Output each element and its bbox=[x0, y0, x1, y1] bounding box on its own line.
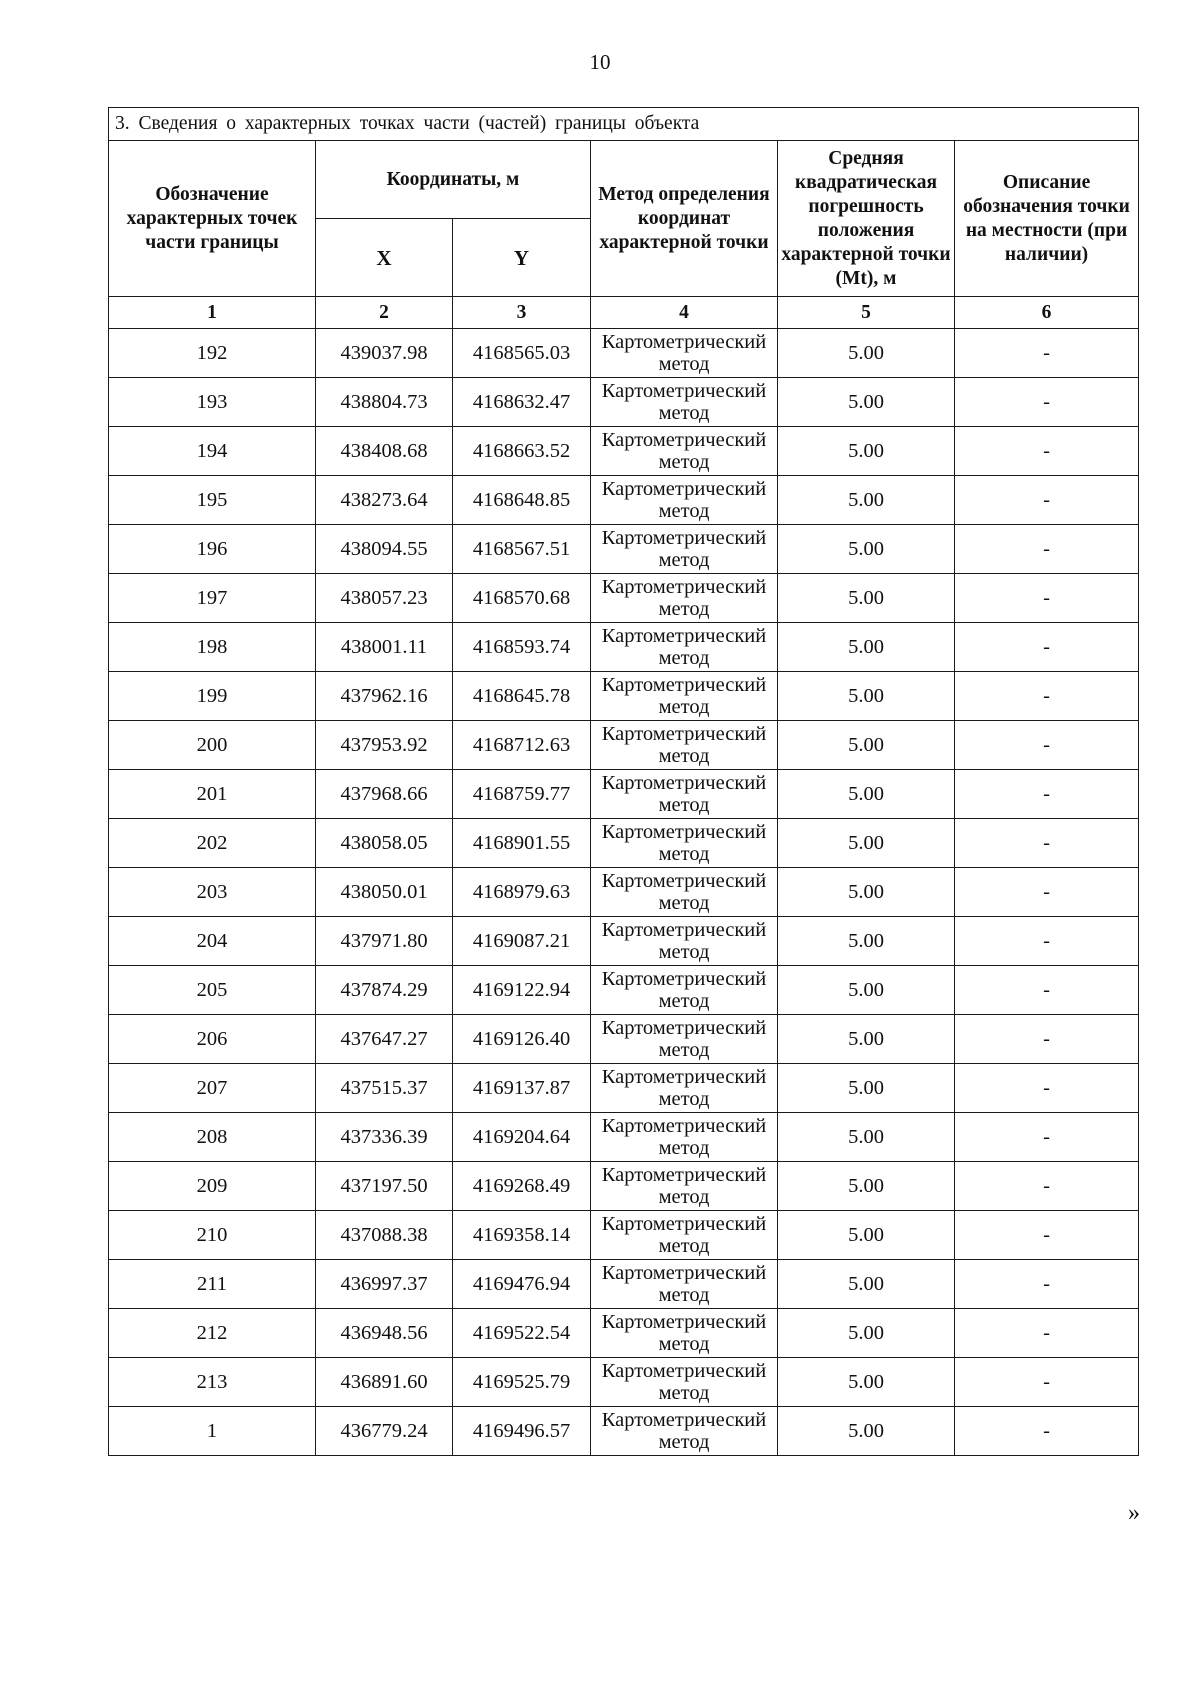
method-cell bbox=[591, 721, 778, 770]
x-coordinate-cell: 437962.16 bbox=[316, 672, 453, 721]
method-text-line: метод bbox=[658, 892, 710, 914]
method-text-line: Картометрический bbox=[601, 429, 767, 451]
point-id-cell: 202 bbox=[109, 819, 316, 868]
method-text-line: метод bbox=[658, 1333, 710, 1355]
method-text-line: метод bbox=[658, 549, 710, 571]
table-row bbox=[109, 623, 1139, 672]
point-id-cell: 199 bbox=[109, 672, 316, 721]
y-coordinate-cell: 4168593.74 bbox=[453, 623, 591, 672]
x-coordinate-cell: 437647.27 bbox=[316, 1015, 453, 1064]
table-row bbox=[109, 917, 1139, 966]
method-text-line: метод bbox=[658, 598, 710, 620]
y-coordinate-cell: 4169126.40 bbox=[453, 1015, 591, 1064]
method-cell bbox=[591, 525, 778, 574]
x-coordinate-cell: 437971.80 bbox=[316, 917, 453, 966]
method-text-line: метод bbox=[658, 1039, 710, 1061]
method-text-line: метод bbox=[658, 745, 710, 767]
x-coordinate-cell: 436779.24 bbox=[316, 1407, 453, 1456]
column-number-row bbox=[109, 297, 1139, 329]
description-cell: - bbox=[955, 1015, 1139, 1064]
error-cell: 5.00 bbox=[778, 1260, 955, 1309]
method-text-line: метод bbox=[658, 941, 710, 963]
method-text-line: Картометрический bbox=[601, 919, 767, 941]
error-cell: 5.00 bbox=[778, 1211, 955, 1260]
x-coordinate-cell: 438050.01 bbox=[316, 868, 453, 917]
point-id-cell: 210 bbox=[109, 1211, 316, 1260]
error-cell: 5.00 bbox=[778, 1358, 955, 1407]
column-number: 4 bbox=[591, 297, 778, 329]
method-text-line: метод bbox=[658, 1137, 710, 1159]
method-text-line: Картометрический bbox=[601, 870, 767, 892]
method-text-line: метод bbox=[658, 794, 710, 816]
error-cell: 5.00 bbox=[778, 1064, 955, 1113]
description-cell: - bbox=[955, 1113, 1139, 1162]
method-text-line: Картометрический bbox=[601, 1213, 767, 1235]
column-number: 6 bbox=[955, 297, 1139, 329]
continuation-mark: » bbox=[1128, 1500, 1140, 1526]
x-coordinate-cell: 438058.05 bbox=[316, 819, 453, 868]
y-coordinate-cell: 4169268.49 bbox=[453, 1162, 591, 1211]
description-cell: - bbox=[955, 1407, 1139, 1456]
table-row bbox=[109, 721, 1139, 770]
description-cell: - bbox=[955, 427, 1139, 476]
method-text-line: метод bbox=[658, 1382, 710, 1404]
error-cell: 5.00 bbox=[778, 966, 955, 1015]
description-cell: - bbox=[955, 476, 1139, 525]
description-cell: - bbox=[955, 1309, 1139, 1358]
error-cell: 5.00 bbox=[778, 1113, 955, 1162]
method-text-line: метод bbox=[658, 1088, 710, 1110]
method-cell bbox=[591, 427, 778, 476]
page-number: 10 bbox=[589, 50, 611, 74]
table-row bbox=[109, 1407, 1139, 1456]
method-cell bbox=[591, 1358, 778, 1407]
header-designation: Обозначение характерных точек части границы bbox=[109, 141, 316, 297]
table-row bbox=[109, 868, 1139, 917]
error-cell: 5.00 bbox=[778, 770, 955, 819]
description-cell: - bbox=[955, 819, 1139, 868]
y-coordinate-cell: 4168663.52 bbox=[453, 427, 591, 476]
column-number: 2 bbox=[316, 297, 453, 329]
method-cell bbox=[591, 1309, 778, 1358]
table-row bbox=[109, 1309, 1139, 1358]
error-cell: 5.00 bbox=[778, 819, 955, 868]
method-cell bbox=[591, 770, 778, 819]
table-row bbox=[109, 1358, 1139, 1407]
method-text-line: Картометрический bbox=[601, 576, 767, 598]
point-id-cell: 206 bbox=[109, 1015, 316, 1064]
table-row bbox=[109, 1211, 1139, 1260]
method-cell bbox=[591, 868, 778, 917]
method-text-line: Картометрический bbox=[601, 1311, 767, 1333]
column-number: 1 bbox=[109, 297, 316, 329]
method-text-line: метод bbox=[658, 451, 710, 473]
description-cell: - bbox=[955, 770, 1139, 819]
header-x: X bbox=[316, 219, 453, 297]
error-cell: 5.00 bbox=[778, 574, 955, 623]
y-coordinate-cell: 4168565.03 bbox=[453, 329, 591, 378]
x-coordinate-cell: 436997.37 bbox=[316, 1260, 453, 1309]
method-text-line: Картометрический bbox=[601, 478, 767, 500]
description-cell: - bbox=[955, 1162, 1139, 1211]
method-cell bbox=[591, 1113, 778, 1162]
y-coordinate-cell: 4169137.87 bbox=[453, 1064, 591, 1113]
table-row bbox=[109, 672, 1139, 721]
y-coordinate-cell: 4169522.54 bbox=[453, 1309, 591, 1358]
x-coordinate-cell: 437953.92 bbox=[316, 721, 453, 770]
error-cell: 5.00 bbox=[778, 721, 955, 770]
method-cell bbox=[591, 1260, 778, 1309]
x-coordinate-cell: 439037.98 bbox=[316, 329, 453, 378]
method-cell bbox=[591, 378, 778, 427]
method-text-line: Картометрический bbox=[601, 674, 767, 696]
column-number: 3 bbox=[453, 297, 591, 329]
method-cell bbox=[591, 1407, 778, 1456]
y-coordinate-cell: 4169525.79 bbox=[453, 1358, 591, 1407]
description-cell: - bbox=[955, 378, 1139, 427]
point-id-cell: 198 bbox=[109, 623, 316, 672]
method-text-line: метод bbox=[658, 696, 710, 718]
point-id-cell: 195 bbox=[109, 476, 316, 525]
description-cell: - bbox=[955, 917, 1139, 966]
method-text-line: метод bbox=[658, 1186, 710, 1208]
boundary-points-table bbox=[108, 107, 1139, 1456]
error-cell: 5.00 bbox=[778, 868, 955, 917]
method-text-line: метод bbox=[658, 990, 710, 1012]
point-id-cell: 201 bbox=[109, 770, 316, 819]
table-row bbox=[109, 378, 1139, 427]
method-text-line: Картометрический bbox=[601, 1017, 767, 1039]
method-cell bbox=[591, 917, 778, 966]
method-text-line: метод bbox=[658, 647, 710, 669]
method-cell bbox=[591, 672, 778, 721]
method-text-line: Картометрический bbox=[601, 380, 767, 402]
error-cell: 5.00 bbox=[778, 525, 955, 574]
table-row bbox=[109, 1064, 1139, 1113]
method-text-line: Картометрический bbox=[601, 1262, 767, 1284]
description-cell: - bbox=[955, 868, 1139, 917]
table-row bbox=[109, 1015, 1139, 1064]
table-row bbox=[109, 1162, 1139, 1211]
table-row bbox=[109, 819, 1139, 868]
point-id-cell: 1 bbox=[109, 1407, 316, 1456]
point-id-cell: 209 bbox=[109, 1162, 316, 1211]
method-text-line: Картометрический bbox=[601, 1115, 767, 1137]
method-cell bbox=[591, 476, 778, 525]
description-cell: - bbox=[955, 1211, 1139, 1260]
y-coordinate-cell: 4169204.64 bbox=[453, 1113, 591, 1162]
description-cell: - bbox=[955, 525, 1139, 574]
method-cell bbox=[591, 1064, 778, 1113]
method-text-line: Картометрический bbox=[601, 723, 767, 745]
method-cell bbox=[591, 1015, 778, 1064]
point-id-cell: 192 bbox=[109, 329, 316, 378]
method-cell bbox=[591, 574, 778, 623]
description-cell: - bbox=[955, 672, 1139, 721]
y-coordinate-cell: 4169496.57 bbox=[453, 1407, 591, 1456]
table-row bbox=[109, 966, 1139, 1015]
description-cell: - bbox=[955, 1358, 1139, 1407]
point-id-cell: 200 bbox=[109, 721, 316, 770]
point-id-cell: 204 bbox=[109, 917, 316, 966]
description-cell: - bbox=[955, 574, 1139, 623]
method-cell bbox=[591, 1211, 778, 1260]
method-text-line: Картометрический bbox=[601, 968, 767, 990]
x-coordinate-cell: 437874.29 bbox=[316, 966, 453, 1015]
error-cell: 5.00 bbox=[778, 1309, 955, 1358]
method-text-line: метод bbox=[658, 1235, 710, 1257]
x-coordinate-cell: 438273.64 bbox=[316, 476, 453, 525]
x-coordinate-cell: 438057.23 bbox=[316, 574, 453, 623]
error-cell: 5.00 bbox=[778, 329, 955, 378]
y-coordinate-cell: 4168759.77 bbox=[453, 770, 591, 819]
point-id-cell: 212 bbox=[109, 1309, 316, 1358]
point-id-cell: 194 bbox=[109, 427, 316, 476]
x-coordinate-cell: 436891.60 bbox=[316, 1358, 453, 1407]
x-coordinate-cell: 438804.73 bbox=[316, 378, 453, 427]
y-coordinate-cell: 4168901.55 bbox=[453, 819, 591, 868]
point-id-cell: 208 bbox=[109, 1113, 316, 1162]
error-cell: 5.00 bbox=[778, 1015, 955, 1064]
y-coordinate-cell: 4168979.63 bbox=[453, 868, 591, 917]
table-row bbox=[109, 1113, 1139, 1162]
column-number: 5 bbox=[778, 297, 955, 329]
error-cell: 5.00 bbox=[778, 476, 955, 525]
point-id-cell: 196 bbox=[109, 525, 316, 574]
table-row bbox=[109, 476, 1139, 525]
method-text-line: метод bbox=[658, 402, 710, 424]
table-row bbox=[109, 1260, 1139, 1309]
y-coordinate-cell: 4168648.85 bbox=[453, 476, 591, 525]
y-coordinate-cell: 4169358.14 bbox=[453, 1211, 591, 1260]
method-cell bbox=[591, 329, 778, 378]
point-id-cell: 197 bbox=[109, 574, 316, 623]
y-coordinate-cell: 4168567.51 bbox=[453, 525, 591, 574]
description-cell: - bbox=[955, 966, 1139, 1015]
error-cell: 5.00 bbox=[778, 672, 955, 721]
method-cell bbox=[591, 623, 778, 672]
y-coordinate-cell: 4169087.21 bbox=[453, 917, 591, 966]
x-coordinate-cell: 437197.50 bbox=[316, 1162, 453, 1211]
method-text-line: метод bbox=[658, 500, 710, 522]
header-coordinates: Координаты, м bbox=[316, 141, 591, 219]
point-id-cell: 211 bbox=[109, 1260, 316, 1309]
y-coordinate-cell: 4168645.78 bbox=[453, 672, 591, 721]
error-cell: 5.00 bbox=[778, 1162, 955, 1211]
x-coordinate-cell: 438001.11 bbox=[316, 623, 453, 672]
point-id-cell: 193 bbox=[109, 378, 316, 427]
table-row bbox=[109, 574, 1139, 623]
method-text-line: Картометрический bbox=[601, 772, 767, 794]
table-row bbox=[109, 329, 1139, 378]
method-text-line: Картометрический bbox=[601, 1066, 767, 1088]
method-text-line: Картометрический bbox=[601, 331, 767, 353]
method-text-line: Картометрический bbox=[601, 1360, 767, 1382]
x-coordinate-cell: 437968.66 bbox=[316, 770, 453, 819]
x-coordinate-cell: 438094.55 bbox=[316, 525, 453, 574]
method-text-line: метод bbox=[658, 1284, 710, 1306]
table-row bbox=[109, 525, 1139, 574]
y-coordinate-cell: 4168712.63 bbox=[453, 721, 591, 770]
x-coordinate-cell: 437515.37 bbox=[316, 1064, 453, 1113]
description-cell: - bbox=[955, 1064, 1139, 1113]
error-cell: 5.00 bbox=[778, 1407, 955, 1456]
error-cell: 5.00 bbox=[778, 917, 955, 966]
description-cell: - bbox=[955, 721, 1139, 770]
method-text-line: метод bbox=[658, 353, 710, 375]
method-text-line: метод bbox=[658, 1431, 710, 1453]
description-cell: - bbox=[955, 1260, 1139, 1309]
x-coordinate-cell: 438408.68 bbox=[316, 427, 453, 476]
table-body bbox=[109, 329, 1139, 1456]
point-id-cell: 213 bbox=[109, 1358, 316, 1407]
method-text-line: Картометрический bbox=[601, 625, 767, 647]
y-coordinate-cell: 4168632.47 bbox=[453, 378, 591, 427]
header-y: Y bbox=[453, 219, 591, 297]
error-cell: 5.00 bbox=[778, 427, 955, 476]
method-cell bbox=[591, 966, 778, 1015]
header-description: Описание обозначения точки на местности (при наличии) bbox=[955, 141, 1139, 297]
x-coordinate-cell: 437336.39 bbox=[316, 1113, 453, 1162]
table-row bbox=[109, 427, 1139, 476]
method-text-line: Картометрический bbox=[601, 1164, 767, 1186]
section-title: 3. Сведения о характерных точках части (частей) границы объекта bbox=[109, 108, 1139, 141]
method-cell bbox=[591, 819, 778, 868]
method-text-line: Картометрический bbox=[601, 1409, 767, 1431]
method-text-line: Картометрический bbox=[601, 821, 767, 843]
table-row bbox=[109, 770, 1139, 819]
y-coordinate-cell: 4169122.94 bbox=[453, 966, 591, 1015]
description-cell: - bbox=[955, 623, 1139, 672]
point-id-cell: 203 bbox=[109, 868, 316, 917]
header-error: Средняя квадратическая погрешность положения характерной точки (Mt), м bbox=[778, 141, 955, 297]
y-coordinate-cell: 4169476.94 bbox=[453, 1260, 591, 1309]
y-coordinate-cell: 4168570.68 bbox=[453, 574, 591, 623]
point-id-cell: 205 bbox=[109, 966, 316, 1015]
x-coordinate-cell: 436948.56 bbox=[316, 1309, 453, 1358]
error-cell: 5.00 bbox=[778, 378, 955, 427]
method-text-line: метод bbox=[658, 843, 710, 865]
description-cell: - bbox=[955, 329, 1139, 378]
x-coordinate-cell: 437088.38 bbox=[316, 1211, 453, 1260]
error-cell: 5.00 bbox=[778, 623, 955, 672]
point-id-cell: 207 bbox=[109, 1064, 316, 1113]
method-cell bbox=[591, 1162, 778, 1211]
header-method: Метод определения координат характерной точки bbox=[591, 141, 778, 297]
method-text-line: Картометрический bbox=[601, 527, 767, 549]
